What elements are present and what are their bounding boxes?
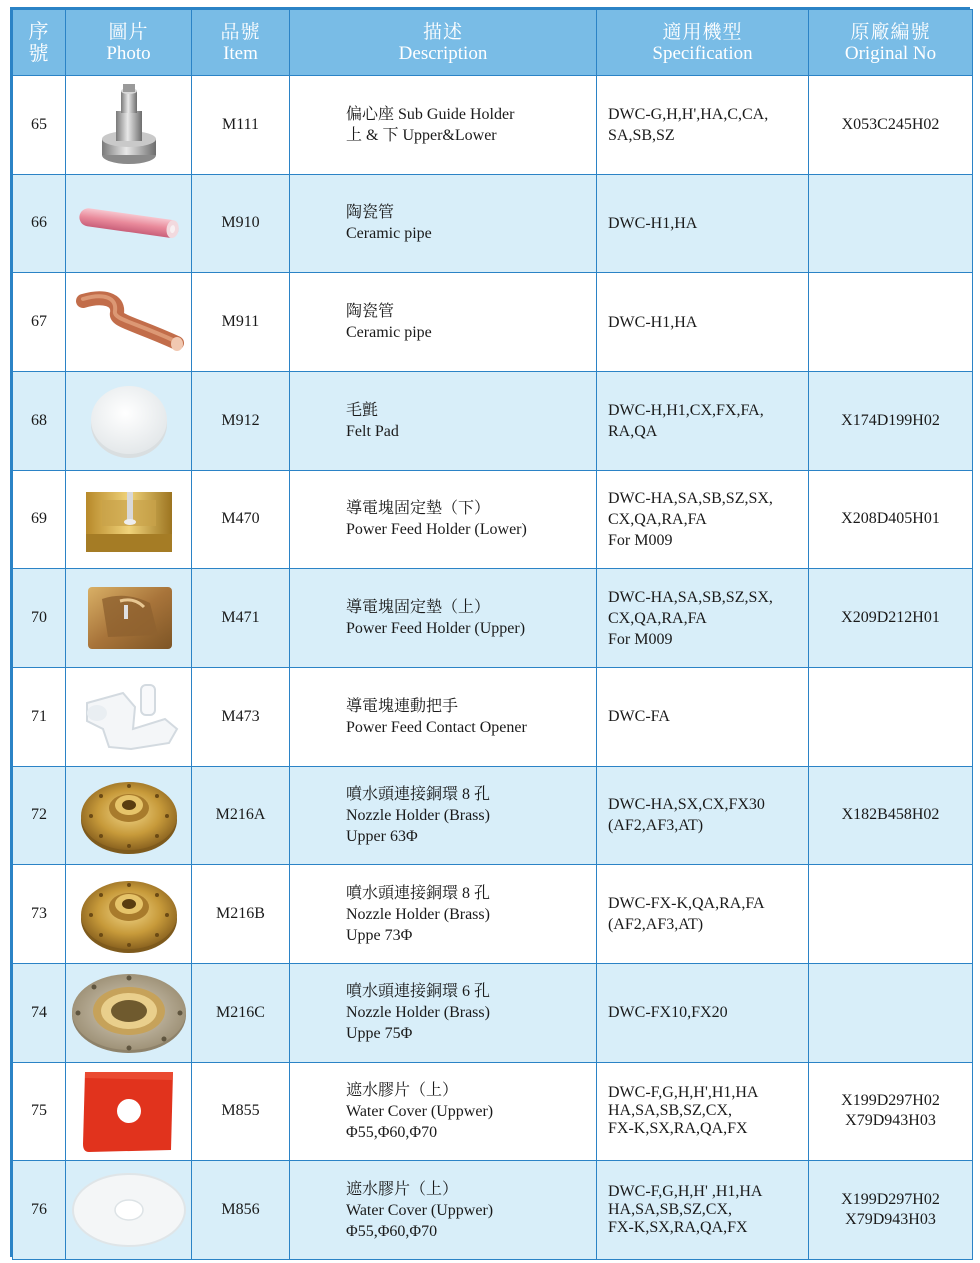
description-line: 噴水頭連接銅環 8 孔 (346, 785, 491, 803)
row-number: 69 (13, 470, 66, 569)
description-line: 毛氈 (346, 401, 379, 419)
description-line: 陶瓷管 (346, 204, 395, 222)
row-photo (66, 174, 192, 273)
nozzle-holder-brass-icon (66, 873, 191, 955)
original-number-line: X199D297H02 (841, 1092, 940, 1110)
original-number (809, 963, 973, 1062)
specification-line: DWC-FX10,FX20 (608, 1004, 728, 1022)
specification-line: FX-K,SX,RA,QA,FX (608, 1120, 748, 1138)
original-number-line: X182B458H02 (841, 806, 940, 824)
item-description (290, 766, 597, 865)
description-line: 遮水膠片（上） (346, 1081, 459, 1099)
original-number (809, 667, 973, 766)
description-line: 陶瓷管 (346, 303, 395, 321)
row-photo (66, 963, 192, 1062)
item-code: M910 (192, 174, 290, 273)
description-line: Ceramic pipe (346, 225, 432, 243)
item-specification (597, 470, 809, 569)
description-line: Nozzle Holder (Brass) (346, 806, 490, 824)
specification-line: DWC-FX-K,QA,RA,FA (608, 895, 765, 913)
original-number (809, 470, 973, 569)
specification-line: DWC-HA,SA,SB,SZ,SX, (608, 489, 773, 507)
item-code: M855 (192, 1062, 290, 1161)
description-line: 導電塊連動把手 (346, 697, 459, 715)
row-number: 66 (13, 174, 66, 273)
description-line: Water Cover (Uppwer) (346, 1102, 494, 1120)
description-line: Φ55,Φ60,Φ70 (346, 1123, 438, 1141)
contact-opener-icon (66, 677, 191, 757)
specification-line: DWC-F,G,H,H' ,H1,HA (608, 1183, 763, 1201)
specification-line: DWC-H1,HA (608, 313, 698, 331)
ceramic-pipe-straight-icon (66, 203, 191, 243)
row-photo (66, 76, 192, 175)
specification-line: CX,QA,RA,FA (608, 609, 707, 627)
row-number: 72 (13, 766, 66, 865)
description-line: 噴水頭連接銅環 6 孔 (346, 983, 491, 1001)
specification-line: DWC-F,G,H,H',H1,HA (608, 1084, 759, 1102)
specification-line: RA,QA (608, 422, 658, 440)
table-row (13, 76, 973, 175)
water-cover-red-icon (66, 1066, 191, 1156)
specification-line: DWC-H,H1,CX,FX,FA, (608, 401, 764, 419)
header-item: 品號 Item (192, 10, 290, 76)
item-code: M470 (192, 470, 290, 569)
table-row (13, 766, 973, 865)
original-number-line: X199D297H02 (841, 1191, 940, 1209)
item-specification (597, 273, 809, 372)
original-number-line: X79D943H03 (845, 1112, 936, 1130)
item-code: M856 (192, 1161, 290, 1260)
row-number: 71 (13, 667, 66, 766)
original-number-line: X208D405H01 (841, 510, 940, 528)
specification-line: (AF2,AF3,AT) (608, 817, 704, 835)
item-code: M216B (192, 865, 290, 964)
row-number: 75 (13, 1062, 66, 1161)
item-code: M471 (192, 569, 290, 668)
power-feed-holder-upper-icon (66, 581, 191, 655)
sub-guide-holder-icon (66, 81, 191, 169)
item-code: M216C (192, 963, 290, 1062)
row-number: 76 (13, 1161, 66, 1260)
item-description (290, 174, 597, 273)
table-row (13, 963, 973, 1062)
item-description (290, 371, 597, 470)
item-description (290, 76, 597, 175)
specification-line: DWC-G,H,H',HA,C,CA, (608, 105, 769, 123)
description-line: Uppe 75Φ (346, 1025, 413, 1043)
item-description (290, 667, 597, 766)
specification-line: For M009 (608, 630, 673, 648)
parts-table (12, 9, 973, 1260)
table-body (13, 76, 973, 1260)
row-number: 68 (13, 371, 66, 470)
description-line: Nozzle Holder (Brass) (346, 1004, 490, 1022)
original-number-line: X209D212H01 (841, 609, 940, 627)
row-photo (66, 766, 192, 865)
row-number: 73 (13, 865, 66, 964)
header-description: 描述 Description (290, 10, 597, 76)
description-line: Power Feed Holder (Lower) (346, 521, 527, 539)
row-number: 74 (13, 963, 66, 1062)
nozzle-holder-brass-icon (66, 774, 191, 856)
row-photo (66, 667, 192, 766)
description-line: Power Feed Contact Opener (346, 718, 527, 736)
description-line: Nozzle Holder (Brass) (346, 905, 490, 923)
parts-catalog (10, 7, 970, 1257)
item-description (290, 1161, 597, 1260)
row-number: 65 (13, 76, 66, 175)
original-number (809, 76, 973, 175)
row-photo (66, 865, 192, 964)
row-photo (66, 1062, 192, 1161)
item-description (290, 569, 597, 668)
table-row (13, 1062, 973, 1161)
table-row (13, 470, 973, 569)
description-line: 導電塊固定墊（上） (346, 599, 491, 617)
description-line: 遮水膠片（上） (346, 1180, 459, 1198)
row-photo (66, 569, 192, 668)
item-specification (597, 174, 809, 273)
specification-line: HA,SA,SB,SZ,CX, (608, 1201, 733, 1219)
table-row (13, 865, 973, 964)
ceramic-pipe-bent-icon (66, 287, 191, 357)
table-header-row (13, 10, 973, 76)
specification-line: (AF2,AF3,AT) (608, 916, 704, 934)
table-row (13, 371, 973, 470)
specification-line: DWC-H1,HA (608, 214, 698, 232)
specification-line: DWC-HA,SX,CX,FX30 (608, 796, 765, 814)
header-original-no: 原廠編號 Original No (809, 10, 973, 76)
item-description (290, 273, 597, 372)
description-line: Ceramic pipe (346, 324, 432, 342)
item-specification (597, 667, 809, 766)
description-line: 偏心座 Sub Guide Holder (346, 105, 515, 123)
item-code: M912 (192, 371, 290, 470)
row-photo (66, 1161, 192, 1260)
nozzle-holder-ring-icon (66, 971, 191, 1055)
water-cover-white-icon (66, 1170, 191, 1250)
item-description (290, 1062, 597, 1161)
row-photo (66, 470, 192, 569)
description-line: Water Cover (Uppwer) (346, 1201, 494, 1219)
item-specification (597, 963, 809, 1062)
description-line: 噴水頭連接銅環 8 孔 (346, 884, 491, 902)
original-number-line: X79D943H03 (845, 1211, 936, 1229)
row-number: 70 (13, 569, 66, 668)
table-row (13, 1161, 973, 1260)
original-number (809, 766, 973, 865)
item-code: M473 (192, 667, 290, 766)
item-specification (597, 766, 809, 865)
row-photo (66, 371, 192, 470)
description-line: 上 & 下 Upper&Lower (346, 126, 497, 144)
description-line: 導電塊固定墊（下） (346, 500, 491, 518)
header-no: 序 號 (13, 10, 66, 76)
header-photo: 圖片 Photo (66, 10, 192, 76)
item-specification (597, 1062, 809, 1161)
original-number (809, 371, 973, 470)
original-number (809, 1161, 973, 1260)
specification-line: DWC-HA,SA,SB,SZ,SX, (608, 588, 773, 606)
item-specification (597, 1161, 809, 1260)
description-line: Power Feed Holder (Upper) (346, 620, 526, 638)
item-description (290, 963, 597, 1062)
specification-line: For M009 (608, 531, 673, 549)
specification-line: SA,SB,SZ (608, 126, 675, 144)
specification-line: DWC-FA (608, 708, 670, 726)
item-code: M111 (192, 76, 290, 175)
description-line: Uppe 73Φ (346, 926, 413, 944)
original-number (809, 1062, 973, 1161)
specification-line: FX-K,SX,RA,QA,FX (608, 1219, 748, 1237)
item-specification (597, 569, 809, 668)
table-row (13, 174, 973, 273)
table-row (13, 569, 973, 668)
item-code: M216A (192, 766, 290, 865)
item-code: M911 (192, 273, 290, 372)
original-number (809, 865, 973, 964)
table-row (13, 667, 973, 766)
item-specification (597, 371, 809, 470)
table-row (13, 273, 973, 372)
original-number (809, 174, 973, 273)
header-specification: 適用機型 Specification (597, 10, 809, 76)
specification-line: CX,QA,RA,FA (608, 510, 707, 528)
row-photo (66, 273, 192, 372)
power-feed-holder-lower-icon (66, 478, 191, 560)
item-description (290, 470, 597, 569)
felt-pad-icon (66, 379, 191, 463)
description-line: Φ55,Φ60,Φ70 (346, 1222, 438, 1240)
item-specification (597, 865, 809, 964)
original-number-line: X053C245H02 (841, 115, 940, 133)
original-number (809, 273, 973, 372)
item-description (290, 865, 597, 964)
original-number-line: X174D199H02 (841, 411, 940, 429)
item-specification (597, 76, 809, 175)
specification-line: HA,SA,SB,SZ,CX, (608, 1102, 733, 1120)
original-number (809, 569, 973, 668)
description-line: Upper 63Φ (346, 827, 418, 845)
description-line: Felt Pad (346, 422, 399, 440)
row-number: 67 (13, 273, 66, 372)
